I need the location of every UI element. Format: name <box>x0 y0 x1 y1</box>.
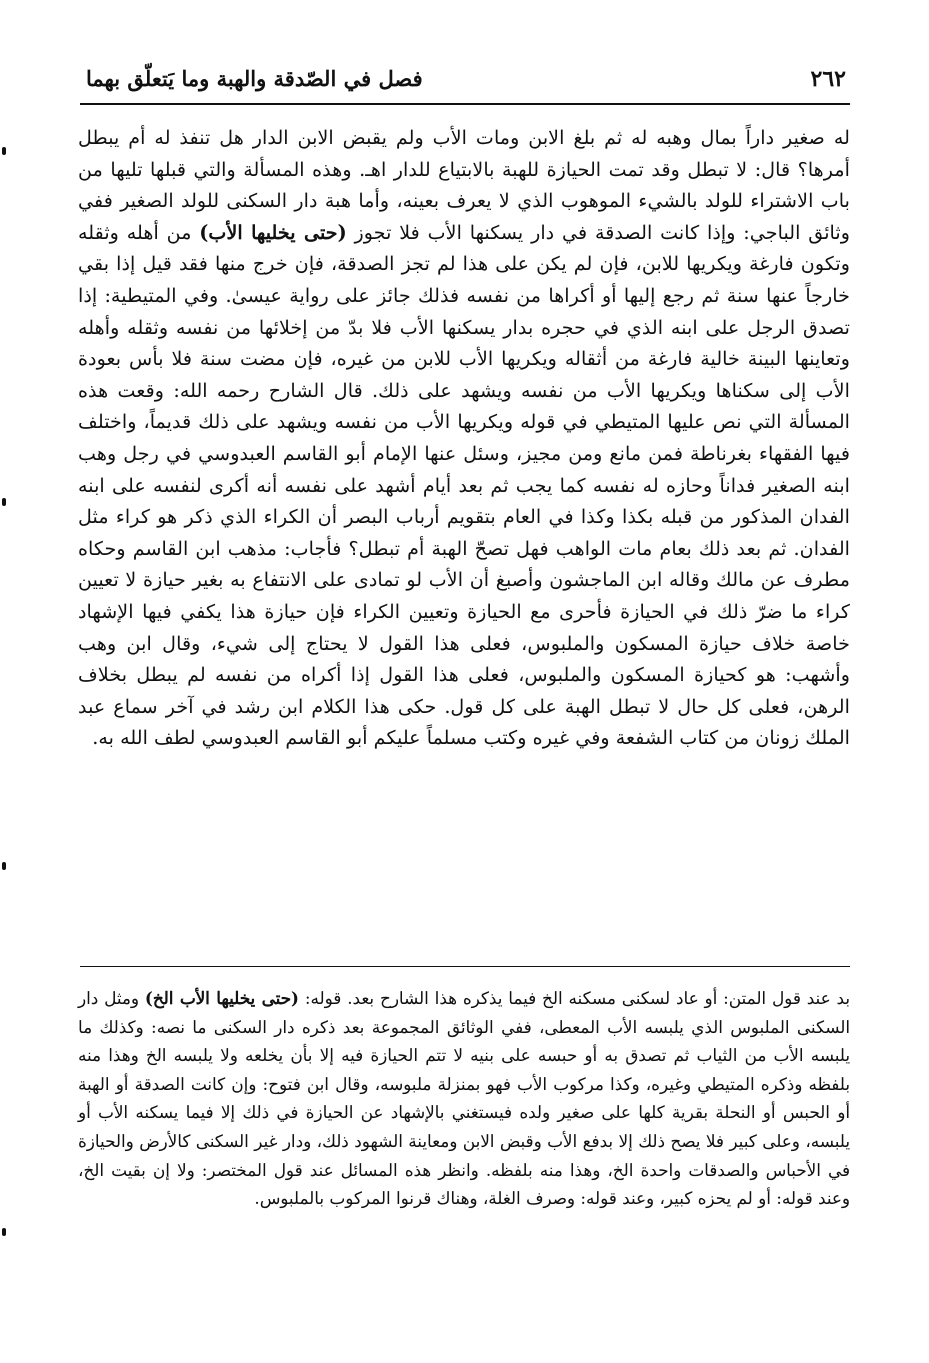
page-number: ٢٦٢ <box>810 66 846 92</box>
footnote-text <box>78 984 850 1213</box>
margin-mark <box>2 498 6 506</box>
footnote-segment: بد عند قول المتن: أو عاد لسكنى مسكنه الخ فيما يذكره هذا الشارح بعد. قوله: <box>298 988 850 1008</box>
header-rule <box>80 103 850 105</box>
footnote-rule <box>80 966 850 967</box>
footnote-segment: ومثل دار السكنى الملبوس الذي يلبسه الأب المعطى، ففي الوثائق المجموعة بعد ذكره دار السكنى ما نصه: وكذلك ما يلبسه الأب من الثياب ثم تصدق به أو حبسه على بنيه لا تتم الحيازة فيه إلا بأن يخلعه ولا يلبسه الخ وهذا منه بلفظه وذكره المتيطي وغيره، وكذا مركوب الأب فهو بمنزلة ملبوسه، وقال ابن فتوح: وإن كانت الصدقة أو الهبة أو الحبس أو النحلة بقرية كلها على صغير ولده فيستغني بالإشهاد عن الحيازة في ذلك إلا فيما يسكنه الأب أو يلبسه، وعلى كبير فلا يصح ذلك إلا بدفع الأب وقبض الابن ومعاينة الشهود ذلك، ودار غير السكنى كالأرض والحيازة في الأحباس والصدقات واحدة الخ، وهذا منه بلفظه. وانظر هذه المسائل عند قول المختصر: ولا إن بقيت الخ، وعند قوله: أو لم يحزه كبير، وعند قوله: وصرف الغلة، وهناك قرنوا المركوب بالملبوس. <box>78 988 850 1209</box>
margin-mark <box>2 1228 6 1236</box>
main-text <box>78 122 850 754</box>
main-paragraph <box>78 122 850 754</box>
footnote-paragraph <box>78 984 850 1213</box>
margin-mark <box>2 862 6 870</box>
page-header <box>80 58 850 98</box>
running-title: فصل في الصّدقة والهبة وما يَتعلّق بهما <box>86 66 423 91</box>
margin-mark <box>2 147 6 155</box>
footnote-bold-quote: (حتى يخليها الأب الخ) <box>144 988 299 1008</box>
main-text-segment: له صغير داراً بمال وهبه له ثم بلغ الابن ومات الأب ولم يقبض الابن الدار هل تنفذ له أم يبطل أمرها؟ قال: لا تبطل وقد تمت الحيازة للهبة بالابتياع للدار اهـ. وهذه المسألة والتي قبلها تليها من باب الاشتراء للولد بالشيء الموهوب الذي لا يعرف بعينه، وأما هبة دار السكنى للولد الصغير ففي وثائق الباجي: وإذا كانت الصدقة في دار يسكنها الأب فلا تجوز <box>78 126 850 244</box>
bold-quote: (حتى يخليها الأب) <box>199 220 347 244</box>
main-text-segment: من أهله وثقله وتكون فارغة ويكريها للابن، فإن لم يكن على هذا لم تجز الصدقة، فإن خرج منها فقد قيل إذا بقي خارجاً عنها سنة ثم رجع إليها أو أكراها من نفسه فذلك جائز على رواية عيسىٰ. وفي المتيطية: إذا تصدق الرجل على ابنه الذي في حجره بدار يسكنها الأب فلا بدّ من إخلائها من نفسه وثقله وأهله وتعاينها البينة خالية فارغة من أثقاله ويكريها الأب للابن من غيره، فإن مضت سنة فلا بأس بعودة الأب إلى سكناها ويكريها الأب من نفسه ويشهد على ذلك. قال الشارح رحمه الله: وقعت هذه المسألة التي نص عليها المتيطي في قوله ويكريها الأب من نفسه ويشهد على ذلك قديماً، واختلف فيها الفقهاء بغرناطة فمن مانع ومن مجيز، وسئل عنها الإمام أبو القاسم العبدوسي في رجل وهب ابنه الصغير فداناً وحازه له نفسه كما يجب ثم بعد أيام أشهد على نفسه أنه أكرى لنفسه على ابنه الفدان المذكور من قبله بكذا وكذا في العام بتقويم أرباب البصر أن الكراء الذي ذكر هو كراء مثل الفدان. ثم بعد ذلك بعام مات الواهب فهل تصحّ الهبة أم تبطل؟ فأجاب: مذهب ابن القاسم وحكاه مطرف عن مالك وقاله ابن الماجشون وأصبغ أن الأب لو تمادى على الانتفاع به بغير حيازة لا تعيين كراء ما ضرّ ذلك في الحيازة فأحرى مع الحيازة وتعيين الكراء فإن حيازة هذا يكفي فيها الإشهاد خاصة خلاف حيازة المسكون والملبوس، فعلى هذا القول لا يحتاج إلى شيء، وقال ابن وهب وأشهب: هو كحيازة المسكون والملبوس، فعلى هذا القول إذا أكراه من نفسه لم يبطل بخلاف الرهن، فعلى كل حال لا تبطل الهبة على كل قول. حكى هذا الكلام ابن رشد في آخر سماع عبد الملك زونان من كتاب الشفعة وفي غيره وكتب مسلماً عليكم أبو القاسم العبدوسي لطف الله به. <box>78 220 850 750</box>
